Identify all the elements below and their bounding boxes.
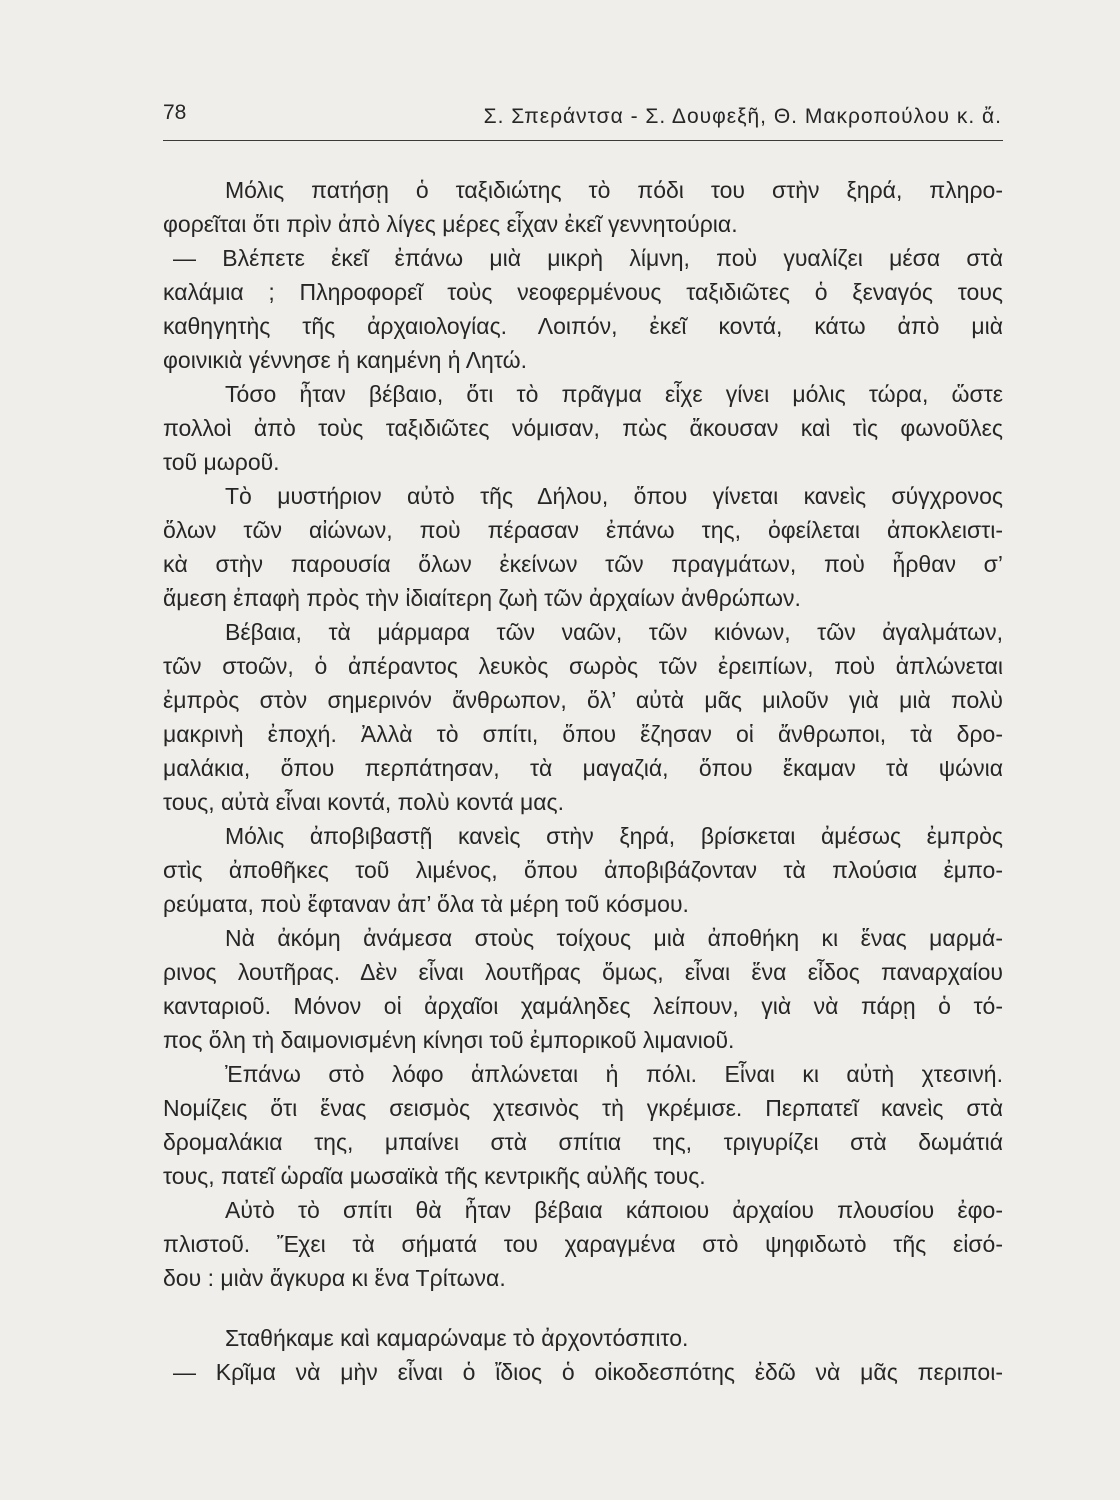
text-body	[163, 173, 1003, 1389]
text-line: τους, πατεῖ ὡραῖα μωσαϊκὰ τῆς κεντρικῆς αὐλῆς τους.	[163, 1163, 706, 1189]
paragraph	[163, 1057, 1003, 1193]
text-line: πος ὅλη τὴ δαιμονισμένη κίνησι τοῦ ἐμπορικοῦ λιμανιοῦ.	[163, 1027, 735, 1053]
header-rule	[163, 140, 1003, 141]
text-line: ἐμπρὸς στὸν σημερινόν ἄνθρωπον, ὅλ’ αὐτὰ μᾶς μιλοῦν γιὰ μιὰ πολὺ	[163, 687, 1003, 713]
text-line: μακρινὴ ἐποχή. Ἀλλὰ τὸ σπίτι, ὅπου ἔζησαν οἱ ἄνθρωποι, τὰ δρο-	[163, 721, 1003, 747]
text-line: Ἐπάνω στὸ λόφο ἁπλώνεται ἡ πόλι. Εἶναι κι αὐτὴ χτεσινή.	[225, 1061, 1003, 1087]
text-line: φοινικιὰ γέννησε ἡ καημένη ἡ Λητώ.	[163, 347, 527, 373]
paragraph	[163, 173, 1003, 241]
text-line: πλιστοῦ. Ἔχει τὰ σήματά του χαραγμένα στὸ ψηφιδωτὸ τῆς εἰσό-	[163, 1231, 1003, 1257]
paragraph	[163, 1355, 1003, 1389]
text-line: ρεύματα, ποὺ ἔφταναν ἀπ’ ὅλα τὰ μέρη τοῦ κόσμου.	[163, 891, 689, 917]
text-line: τῶν στοῶν, ὁ ἀπέραντος λευκὸς σωρὸς τῶν ἐρειπίων, ποὺ ἁπλώνεται	[163, 653, 1003, 679]
text-line: — Κρῖμα νὰ μὴν εἶναι ὁ ἴδιος ὁ οἰκοδεσπότης ἐδῶ νὰ μᾶς περιποι-	[173, 1359, 1003, 1385]
paragraph	[163, 1321, 1003, 1355]
text-line: δου : μιὰν ἄγκυρα κι ἕνα Τρίτωνα.	[163, 1265, 506, 1291]
text-line: Νὰ ἀκόμη ἀνάμεσα στοὺς τοίχους μιὰ ἀποθήκη κι ἕνας μαρμά-	[225, 925, 1003, 951]
text-line: Τὸ μυστήριον αὐτὸ τῆς Δήλου, ὅπου γίνεται κανεὶς σύγχρονος	[225, 483, 1003, 509]
page-number: 78	[163, 101, 187, 124]
paragraph	[163, 819, 1003, 921]
paragraph	[163, 377, 1003, 479]
text-line: ὅλων τῶν αἰώνων, ποὺ πέρασαν ἐπάνω της, ὀφείλεται ἀποκλειστι-	[163, 517, 1003, 543]
running-title: Σ. Σπεράντσα - Σ. Δουφεξῆ, Θ. Μακροπούλου κ. ἄ.	[483, 105, 1002, 128]
text-line: δρομαλάκια της, μπαίνει στὰ σπίτια της, τριγυρίζει στὰ δωμάτιά	[163, 1129, 1003, 1155]
paragraph	[163, 1193, 1003, 1295]
text-line: Τόσο ἦταν βέβαιο, ὅτι τὸ πρᾶγμα εἶχε γίνει μόλις τώρα, ὥστε	[225, 381, 1003, 407]
text-line: μαλάκια, ὅπου περπάτησαν, τὰ μαγαζιά, ὅπου ἔκαμαν τὰ ψώνια	[163, 755, 1003, 781]
text-line: τους, αὐτὰ εἶναι κοντά, πολὺ κοντά μας.	[163, 789, 564, 815]
paragraph	[163, 615, 1003, 819]
text-line: Βέβαια, τὰ μάρμαρα τῶν ναῶν, τῶν κιόνων, τῶν ἀγαλμάτων,	[225, 619, 1003, 645]
text-line: Αὐτὸ τὸ σπίτι θὰ ἦταν βέβαια κάποιου ἀρχαίου πλουσίου ἐφο-	[225, 1197, 1003, 1223]
text-line: — Βλέπετε ἐκεῖ ἐπάνω μιὰ μικρὴ λίμνη, ποὺ γυαλίζει μέσα στὰ	[173, 245, 1003, 271]
paragraph	[163, 241, 1003, 377]
text-line: τοῦ μωροῦ.	[163, 449, 280, 475]
text-line: Μόλις πατήσῃ ὁ ταξιδιώτης τὸ πόδι του στὴν ξηρά, πληρο-	[225, 177, 1003, 203]
text-line: κὰ στὴν παρουσία ὅλων ἐκείνων τῶν πραγμάτων, ποὺ ἦρθαν σ’	[163, 551, 1003, 577]
paragraph	[163, 479, 1003, 615]
text-line: Σταθήκαμε καὶ καμαρώναμε τὸ ἀρχοντόσπιτο.	[225, 1325, 689, 1351]
paragraph	[163, 921, 1003, 1057]
text-line: καθηγητὴς τῆς ἀρχαιολογίας. Λοιπόν, ἐκεῖ κοντά, κάτω ἀπὸ μιὰ	[163, 313, 1003, 339]
text-line: Μόλις ἀποβιβαστῇ κανεὶς στὴν ξηρά, βρίσκεται ἀμέσως ἐμπρὸς	[225, 823, 1003, 849]
text-line: πολλοὶ ἀπὸ τοὺς ταξιδιῶτες νόμισαν, πὼς ἄκουσαν καὶ τὶς φωνοῦλες	[163, 415, 1003, 441]
text-line: ρινος λουτῆρας. Δὲν εἶναι λουτῆρας ὅμως, εἶναι ἕνα εἶδος παναρχαίου	[163, 959, 1003, 985]
text-line: φορεῖται ὅτι πρὶν ἀπὸ λίγες μέρες εἶχαν ἐκεῖ γεννητούρια.	[163, 211, 738, 237]
text-line: Νομίζεις ὅτι ἕνας σεισμὸς χτεσινὸς τὴ γκρέμισε. Περπατεῖ κανεὶς στὰ	[163, 1095, 1003, 1121]
text-line: κανταριοῦ. Μόνον οἱ ἀρχαῖοι χαμάληδες λείπουν, γιὰ νὰ πάρῃ ὁ τό-	[163, 993, 1003, 1019]
text-line: στὶς ἀποθῆκες τοῦ λιμένος, ὅπου ἀποβιβάζονταν τὰ πλούσια ἐμπο-	[163, 857, 1003, 883]
text-line: καλάμια ; Πληροφορεῖ τοὺς νεοφερμένους ταξιδιῶτες ὁ ξεναγός τους	[163, 279, 1003, 305]
text-line: ἄμεση ἐπαφὴ πρὸς τὴν ἰδιαίτερη ζωὴ τῶν ἀρχαίων ἀνθρώπων.	[163, 585, 801, 611]
